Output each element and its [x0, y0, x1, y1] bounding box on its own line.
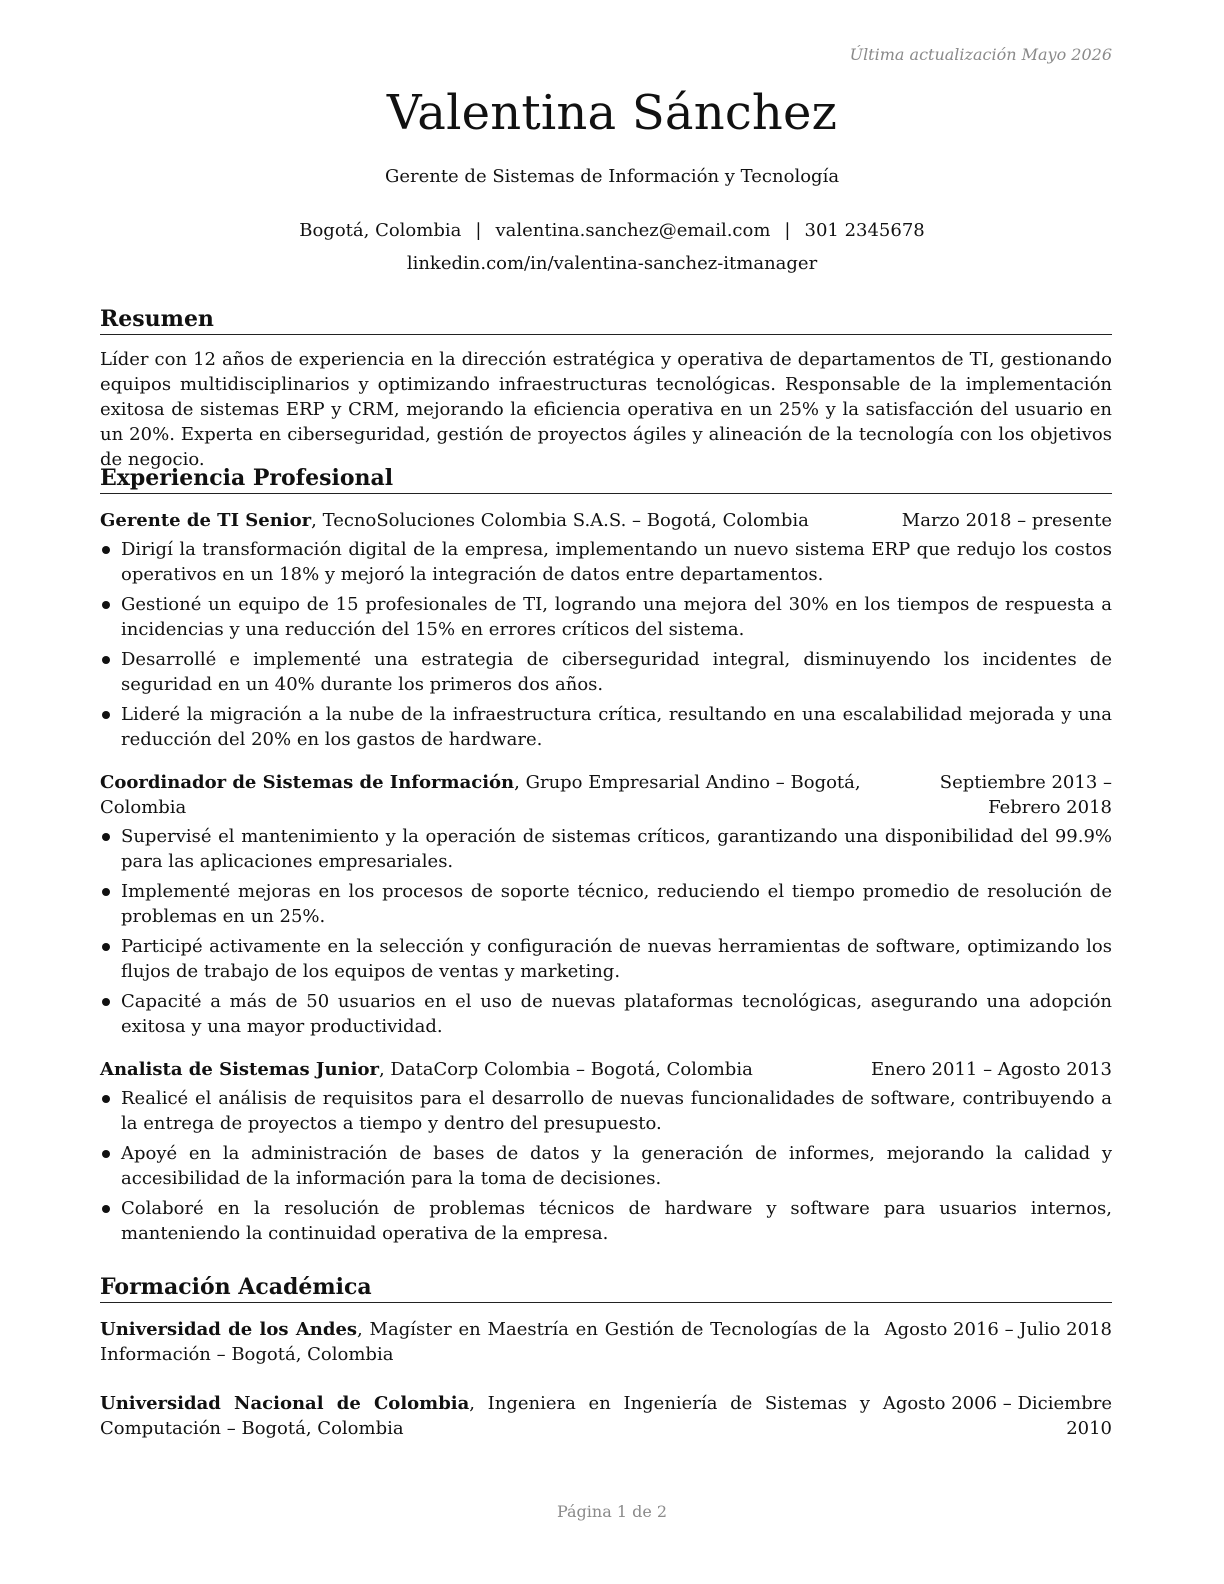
page-number: Página 1 de 2	[556, 1502, 668, 1521]
list-item	[100, 537, 1112, 587]
degree: , Ingeniera en Ingeniería de Sistemas y Computación – Bogotá, Colombia	[100, 1393, 870, 1439]
bullet-text: Apoyé en la administración de bases de datos y la generación de informes, mejorando la calidad y accesibilidad de la información para la toma de decisiones.	[121, 1143, 1112, 1189]
job-bullets	[100, 537, 1112, 752]
job-company: , Grupo Empresarial Andino – Bogotá, Colombia	[100, 772, 861, 818]
bullet-icon	[102, 833, 110, 841]
bullet-icon	[102, 656, 110, 664]
candidate-name: Valentina Sánchez	[386, 85, 838, 141]
phone: 301 2345678	[804, 220, 925, 241]
linkedin-link[interactable]: linkedin.com/in/valentina-sanchez-itmanager	[406, 253, 818, 274]
contact-line	[0, 220, 1224, 241]
job-entry	[100, 770, 1112, 1039]
last-updated: Última actualización Mayo 2026	[849, 45, 1112, 64]
degree: , Magíster en Maestría en Gestión de Tecnologías de la Información – Bogotá, Colombia	[100, 1319, 870, 1365]
school-name: Universidad de los Andes	[100, 1319, 358, 1340]
bullet-icon	[102, 943, 110, 951]
bullet-text: Colaboré en la resolución de problemas técnicos de hardware y software para usuarios internos, manteniendo la continuidad operativa de la empresa.	[121, 1198, 1112, 1244]
job-bullets	[100, 1086, 1112, 1246]
school-name: Universidad Nacional de Colombia	[100, 1393, 470, 1414]
job-role: Gerente de TI Senior	[100, 510, 312, 531]
summary-text: Líder con 12 años de experiencia en la dirección estratégica y operativa de departamentos de TI, gestionando equipos multidisciplinarios y optimizando infraestructuras tecnológicas. Responsable de la implementación exitosa de sistemas ERP y CRM, mejorando la eficiencia operativa en un 25% y la satisfacción del usuario en un 20%. Experta en ciberseguridad, gestión de proyectos ágiles y alineación de la tecnología con los objetivos de negocio.	[100, 349, 1112, 470]
bullet-icon	[102, 546, 110, 554]
job-role: Coordinador de Sistemas de Información	[100, 772, 515, 793]
job-dates: Septiembre 2013 – Febrero 2018	[939, 772, 1112, 818]
job-bullets	[100, 824, 1112, 1039]
education-dates: Agosto 2006 – Diciembre 2010	[882, 1393, 1112, 1439]
bullet-text: Implementé mejoras en los procesos de soporte técnico, reduciendo el tiempo promedio de resolución de problemas en un 25%.	[121, 881, 1112, 927]
list-item	[100, 592, 1112, 642]
bullet-icon	[102, 1150, 110, 1158]
location: Bogotá, Colombia	[299, 220, 462, 241]
bullet-text: Gestioné un equipo de 15 profesionales de TI, logrando una mejora del 30% en los tiempos de respuesta a incidencias y una reducción del 15% en errores críticos del sistema.	[121, 594, 1112, 640]
job-company: , DataCorp Colombia – Bogotá, Colombia	[378, 1059, 753, 1080]
bullet-text: Dirigí la transformación digital de la empresa, implementando un nuevo sistema ERP que redujo los costos operativos en un 18% y mejoró la integración de datos entre departamentos.	[121, 539, 1112, 585]
separator: |	[475, 220, 482, 241]
job-entry	[100, 1057, 1112, 1246]
bullet-text: Desarrollé e implementé una estrategia de ciberseguridad integral, disminuyendo los incidentes de seguridad en un 40% durante los primeros dos años.	[121, 649, 1112, 695]
summary-section	[100, 305, 1112, 472]
education-entry	[100, 1317, 1112, 1367]
list-item	[100, 989, 1112, 1039]
job-dates: Marzo 2018 – presente	[901, 510, 1112, 531]
education-section	[100, 1273, 1112, 1441]
job-header	[100, 508, 1112, 533]
job-dates: Enero 2011 – Agosto 2013	[871, 1059, 1112, 1080]
list-item	[100, 824, 1112, 874]
education-entry	[100, 1391, 1112, 1441]
list-item	[100, 702, 1112, 752]
bullet-icon	[102, 888, 110, 896]
section-heading-education: Formación Académica	[100, 1273, 1112, 1303]
job-header	[100, 1057, 1112, 1082]
list-item	[100, 1141, 1112, 1191]
bullet-text: Realicé el análisis de requisitos para el desarrollo de nuevas funcionalidades de software, contribuyendo a la entrega de proyectos a tiempo y dentro del presupuesto.	[121, 1088, 1112, 1134]
bullet-icon	[102, 711, 110, 719]
list-item	[100, 879, 1112, 929]
job-company: , TecnoSoluciones Colombia S.A.S. – Bogotá, Colombia	[311, 510, 809, 531]
job-entry	[100, 508, 1112, 752]
section-heading-experience: Experiencia Profesional	[100, 464, 1112, 494]
separator: |	[784, 220, 791, 241]
bullet-text: Participé activamente en la selección y configuración de nuevas herramientas de software, optimizando los flujos de trabajo de los equipos de ventas y marketing.	[121, 936, 1112, 982]
job-header	[100, 770, 1112, 820]
list-item	[100, 1086, 1112, 1136]
bullet-text: Lideré la migración a la nube de la infraestructura crítica, resultando en una escalabilidad mejorada y una reducción del 20% en los gastos de hardware.	[121, 704, 1112, 750]
bullet-icon	[102, 601, 110, 609]
job-role: Analista de Sistemas Junior	[100, 1059, 379, 1080]
email[interactable]: valentina.sanchez@email.com	[495, 220, 771, 241]
bullet-icon	[102, 1205, 110, 1213]
bullet-icon	[102, 998, 110, 1006]
list-item	[100, 934, 1112, 984]
education-dates: Agosto 2016 – Julio 2018	[884, 1319, 1112, 1340]
experience-section	[100, 464, 1112, 1251]
job-title: Gerente de Sistemas de Información y Tecnología	[384, 166, 840, 187]
list-item	[100, 647, 1112, 697]
bullet-icon	[102, 1095, 110, 1103]
bullet-text: Capacité a más de 50 usuarios en el uso de nuevas plataformas tecnológicas, asegurando una adopción exitosa y una mayor productividad.	[121, 991, 1112, 1037]
section-heading-summary: Resumen	[100, 305, 1112, 335]
bullet-text: Supervisé el mantenimiento y la operación de sistemas críticos, garantizando una disponibilidad del 99.9% para las aplicaciones empresariales.	[121, 826, 1112, 872]
list-item	[100, 1196, 1112, 1246]
